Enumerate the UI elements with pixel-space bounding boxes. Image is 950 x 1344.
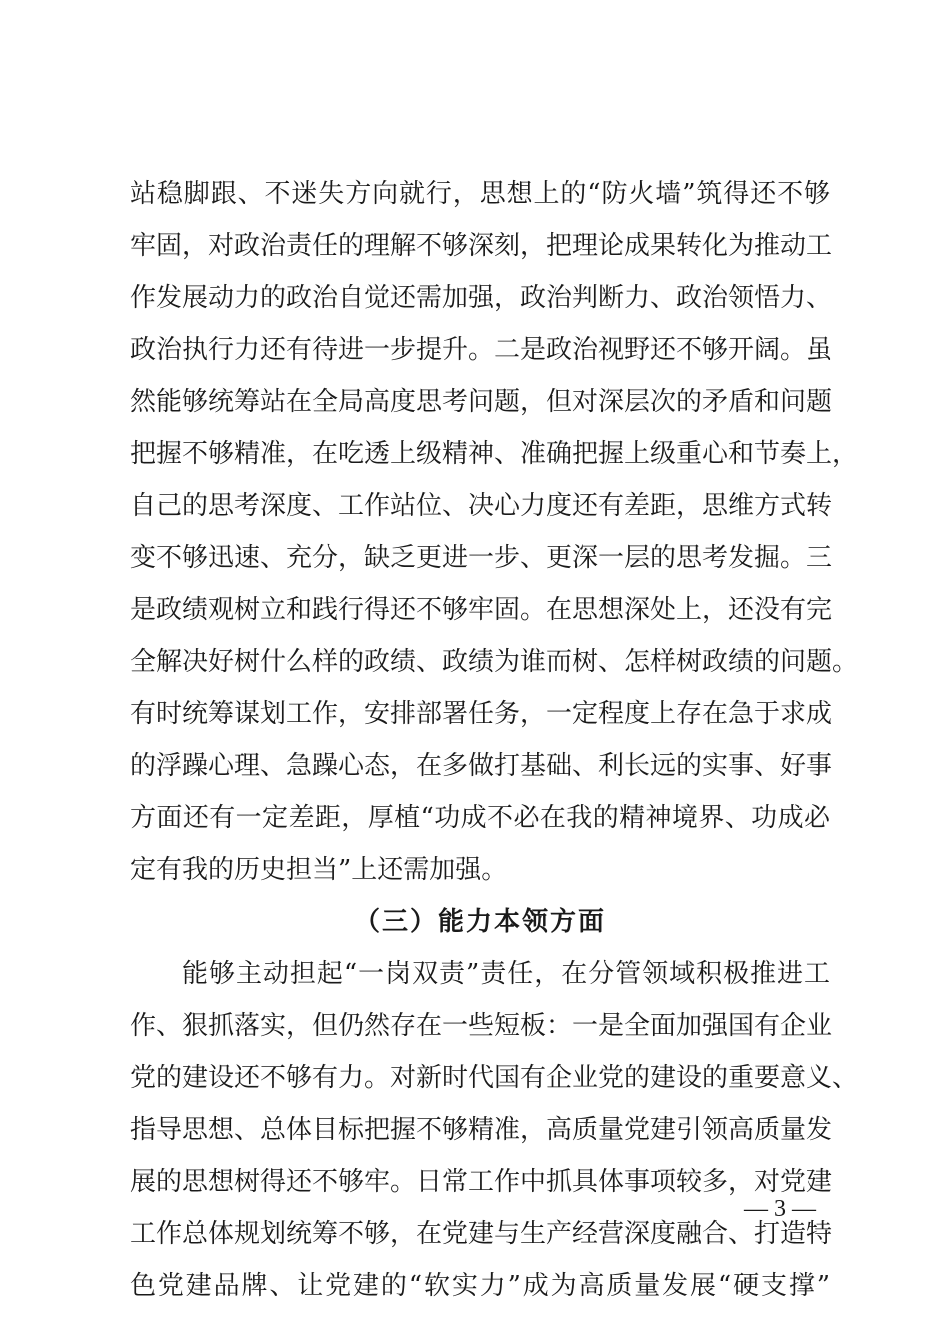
body-line: 定有我的历史担当”上还需加强。 (130, 855, 508, 885)
body-line: 作、狠抓落实，但仍然存在一些短板：一是全面加强国有企业 (130, 1011, 833, 1041)
body-line: 作发展动力的政治自觉还需加强，政治判断力、政治领悟力、 (130, 283, 833, 313)
body-line: 是政绩观树立和践行得还不够牢固。在思想深处上，还没有完 (130, 595, 833, 625)
body-line: 的浮躁心理、急躁心态，在多做打基础、利长远的实事、好事 (130, 751, 833, 781)
body-line: 展的思想树得还不够牢。日常工作中抓具体事项较多，对党建 (130, 1167, 833, 1197)
body-line: 政治执行力还有待进一步提升。二是政治视野还不够开阔。虽 (130, 335, 833, 365)
section-heading: （三）能力本领方面 (353, 907, 606, 937)
body-line: 党的建设还不够有力。对新时代国有企业党的建设的重要意义、 (130, 1063, 859, 1093)
body-line: 方面还有一定差距，厚植“功成不必在我的精神境界、功成必 (130, 803, 830, 833)
body-line: 全解决好树什么样的政绩、政绩为谁而树、怎样树政绩的问题。 (130, 647, 859, 677)
body-line: 变不够迅速、充分，缺乏更进一步、更深一层的思考发掘。三 (130, 543, 833, 573)
body-line: 色党建品牌、让党建的“软实力”成为高质量发展“硬支撑” (130, 1271, 830, 1301)
body-line: 指导思想、总体目标把握不够精准，高质量党建引领高质量发 (130, 1115, 833, 1145)
body-line: 然能够统筹站在全局高度思考问题，但对深层次的矛盾和问题 (130, 387, 833, 417)
body-line: 自己的思考深度、工作站位、决心力度还有差距，思维方式转 (130, 491, 833, 521)
body-line: 牢固，对政治责任的理解不够深刻，把理论成果转化为推动工 (130, 231, 833, 261)
body-line: 站稳脚跟、不迷失方向就行，思想上的“防火墙”筑得还不够 (130, 179, 830, 209)
body-line: 能够主动担起“一岗双责”责任，在分管领域积极推进工 (182, 959, 830, 989)
body-line: 工作总体规划统筹不够，在党建与生产经营深度融合、打造特 (130, 1219, 833, 1249)
body-line: 有时统筹谋划工作，安排部署任务，一定程度上存在急于求成 (130, 699, 833, 729)
page-number: — 3 — (744, 1196, 816, 1222)
body-line: 把握不够精准，在吃透上级精神、准确把握上级重心和节奏上， (130, 439, 859, 469)
